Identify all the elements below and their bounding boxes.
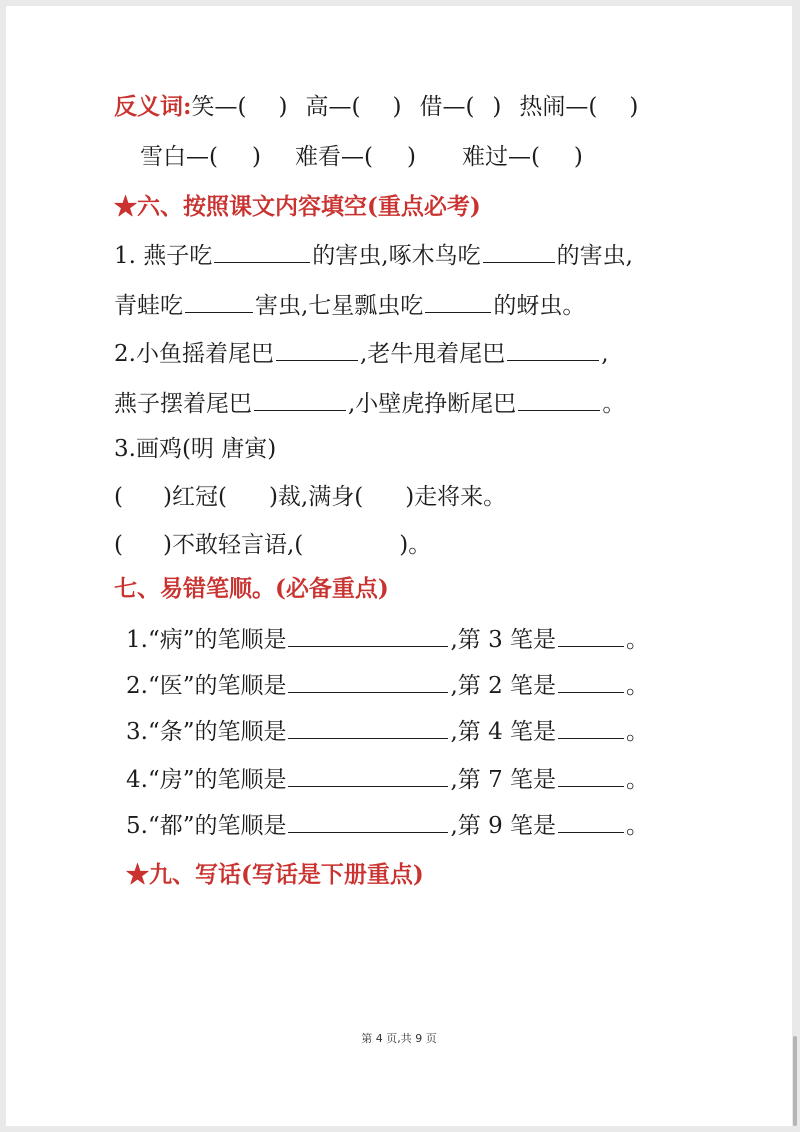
q1-line-1: 1. 燕子吃 的害虫,啄木鸟吃 的害虫, — [114, 240, 633, 271]
antonym-item: 难过—( — [461, 144, 540, 170]
section-7-title: 七、易错笔顺。(必备重点) — [114, 575, 389, 602]
stroke-order-item: 2.“医”的笔顺是 ,第 2 笔是 。 — [126, 670, 649, 701]
answer-blank[interactable] — [507, 338, 599, 361]
stroke-order-item: 5.“都”的笔顺是 ,第 9 笔是 。 — [126, 810, 649, 841]
scrollbar[interactable] — [793, 1036, 797, 1126]
q1-line-2: 青蛙吃 害虫,七星瓢虫吃 的蚜虫。 — [114, 290, 585, 321]
answer-blank[interactable] — [288, 624, 448, 647]
antonym-row-2: 雪白—( ) 难看—( ) 难过—( ) — [140, 144, 583, 170]
stroke-order-item: 3.“条”的笔顺是 ,第 4 笔是 。 — [126, 716, 649, 747]
antonym-item: 难看—( — [294, 144, 373, 170]
answer-blank[interactable] — [425, 290, 491, 313]
antonym-row-1: 反义词:笑—( ) 高—( ) 借—( ) 热闹—( ) — [114, 93, 639, 120]
answer-blank[interactable] — [254, 388, 346, 411]
answer-blank[interactable] — [558, 670, 624, 693]
answer-blank[interactable] — [558, 810, 624, 833]
answer-blank[interactable] — [558, 716, 624, 739]
answer-blank[interactable] — [288, 716, 448, 739]
answer-blank[interactable] — [288, 670, 448, 693]
q2-line-1: 2.小鱼摇着尾巴 ,老牛甩着尾巴 , — [114, 338, 609, 369]
answer-blank[interactable] — [558, 764, 624, 787]
antonym-item: 雪白—( — [140, 144, 218, 170]
antonym-item: 笑—( — [191, 94, 247, 120]
page-footer: 第 4 页,共 9 页 — [361, 1032, 437, 1045]
answer-blank[interactable] — [288, 810, 448, 833]
antonym-item: 高—( — [305, 94, 361, 120]
answer-blank[interactable] — [276, 338, 358, 361]
q2-line-2: 燕子摆着尾巴 ,小壁虎挣断尾巴 。 — [114, 388, 625, 419]
antonym-item: 热闹—( — [519, 94, 598, 120]
worksheet-page — [6, 6, 792, 1126]
answer-blank[interactable] — [483, 240, 555, 263]
stroke-order-item: 1.“病”的笔顺是 ,第 3 笔是 。 — [126, 624, 649, 655]
antonym-label: 反义词: — [114, 93, 192, 120]
answer-blank[interactable] — [214, 240, 310, 263]
poem-line-2: ( )不敢轻言语,( )。 — [114, 532, 432, 558]
stroke-order-item: 4.“房”的笔顺是 ,第 7 笔是 。 — [126, 764, 649, 795]
answer-blank[interactable] — [558, 624, 624, 647]
section-6-title: ★六、按照课文内容填空(重点必考) — [114, 193, 481, 220]
answer-blank[interactable] — [288, 764, 448, 787]
section-9-title: ★九、写话(写话是下册重点) — [126, 861, 424, 888]
antonym-item: 借—( — [419, 94, 475, 120]
q3-title: 3.画鸡(明 唐寅) — [114, 436, 277, 462]
poem-line-1: ( )红冠( )裁,满身( )走将来。 — [114, 484, 507, 510]
answer-blank[interactable] — [518, 388, 600, 411]
answer-blank[interactable] — [185, 290, 253, 313]
